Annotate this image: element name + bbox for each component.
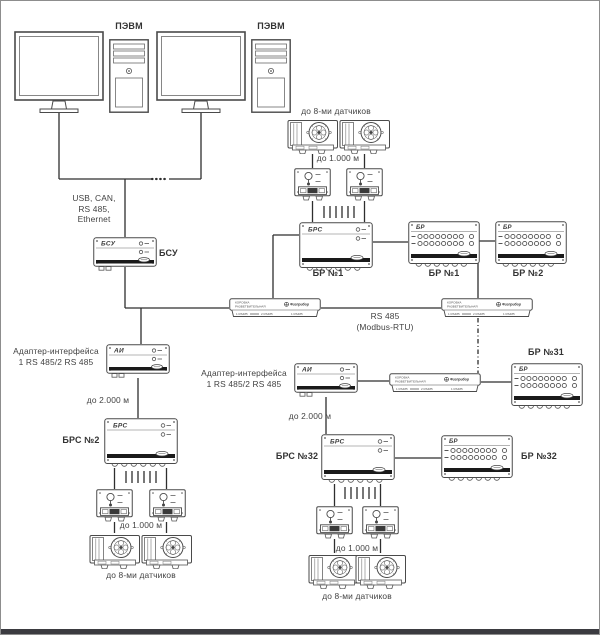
jbox2-brand: Физприбор [502, 302, 521, 307]
actuator-top-1 [287, 118, 339, 154]
monitor-2 [156, 31, 246, 113]
label-adapter1-line2: 1 RS 485/2 RS 485 [18, 356, 94, 367]
junction-box-1 [229, 298, 321, 318]
cable-bundle-top [324, 206, 354, 218]
jbox1-name-line2: РАЗВЕТВИТЕЛЬНАЯ [235, 304, 266, 309]
label-sensors8-mid: до 8-ми датчиков [322, 591, 392, 601]
jbox1-port-left: 1 RS485 [236, 311, 248, 316]
label-adapter-1 [5, 346, 107, 367]
label-1000m-mid: до 1.000 м [335, 543, 379, 553]
sensor-box-top-2 [346, 168, 383, 201]
bottom-edge-bar [1, 629, 599, 634]
jbox1-port-right: 1 RS485 [291, 311, 303, 316]
label-pevm-1: ПЭВМ [115, 21, 143, 31]
actuator-mid-1 [308, 553, 360, 589]
sensor-box-mid-2 [362, 506, 399, 539]
label-sensors8-left: до 8-ми датчиков [106, 570, 176, 580]
brs2-faceplate-text: БРС [113, 422, 128, 430]
jbox3-port-right: 1 RS485 [451, 386, 463, 391]
jbox2-port-right: 1 RS485 [503, 311, 515, 316]
wire-brs1-left [273, 235, 299, 298]
actuator-left-1 [89, 533, 141, 569]
device-br-1 [408, 221, 480, 269]
br2-faceplate-text: БР [503, 225, 512, 231]
actuator-top-2 [339, 118, 391, 154]
jbox3-brand: Физприбор [450, 377, 469, 382]
brs1-faceplate-text: БРС [308, 226, 323, 234]
jbox3-port-mid: 2 RS485 [421, 386, 433, 391]
device-ai-1 [106, 344, 170, 378]
brs32-faceplate-text: БРС [330, 438, 345, 446]
ai2-faceplate-text: АИ [302, 366, 312, 374]
label-adapter2-line1: Адаптер-интерфейса [201, 368, 287, 378]
device-br-2 [495, 221, 567, 269]
label-rs485-line1: RS 485 [370, 311, 400, 321]
sensor-box-mid-1 [316, 506, 353, 539]
wire-bsu-bus [125, 267, 229, 344]
ai1-faceplate-text: АИ [114, 347, 124, 355]
jbox1-name-line1: КОРОБКА [235, 300, 250, 305]
device-bsu [93, 237, 157, 271]
actuator-mid-2 [355, 553, 407, 589]
label-usb-line3: Ethernet [77, 214, 111, 224]
jbox2-name-line2: РАЗВЕТВИТЕЛЬНАЯ [447, 304, 478, 309]
pc-tower-2 [251, 39, 291, 113]
sensor-box-left-2 [149, 489, 186, 522]
bsu-faceplate-text: БСУ [101, 240, 116, 248]
junction-box-2 [441, 298, 533, 318]
label-adapter-2 [193, 368, 295, 389]
jbox3-name-line2: РАЗВЕТВИТЕЛЬНАЯ [395, 379, 426, 384]
br1-faceplate-text: БР [416, 225, 425, 231]
label-usb-line2: RS 485, [78, 203, 110, 214]
label-rs485-bus [339, 311, 431, 332]
label-1000m-left: до 1.000 м [119, 520, 163, 530]
junction-box-3 [389, 373, 481, 393]
br31-faceplate-text: БР [519, 367, 528, 373]
br32-faceplate-text: БР [449, 439, 458, 445]
device-brs-1 [299, 222, 373, 272]
label-pevm-2: ПЭВМ [257, 21, 285, 31]
pc-tower-1 [109, 39, 149, 113]
jbox1-port-mid: 2 RS485 [261, 311, 273, 316]
label-br1: БР №1 [428, 268, 460, 278]
label-sensors8-top: до 8-ми датчиков [301, 106, 371, 116]
device-ai-2 [294, 363, 358, 397]
label-br32: БР №32 [521, 451, 557, 461]
label-usb-line1: USB, CAN, [72, 193, 116, 203]
label-br31: БР №31 [528, 347, 564, 357]
label-rs485-line2: (Modbus-RTU) [356, 321, 414, 332]
jbox3-port-left: 1 RS485 [396, 386, 408, 391]
sensor-box-top-1 [294, 168, 331, 201]
label-1000m-top: до 1.000 м [316, 153, 360, 163]
cable-bundle-mid [345, 487, 375, 499]
device-br-31 [511, 363, 583, 411]
jbox2-name-line1: КОРОБКА [447, 300, 462, 305]
jbox1-brand: Физприбор [290, 302, 309, 307]
jbox2-port-mid: 2 RS485 [473, 311, 485, 316]
label-bsu: БСУ [159, 248, 178, 258]
jbox3-name-line1: КОРОБКА [395, 375, 410, 380]
label-adapter1-line1: Адаптер-интерфейса [13, 346, 99, 356]
jbox2-port-left: 1 RS485 [448, 311, 460, 316]
label-brs1: БР №1 [312, 268, 344, 278]
label-br2: БР №2 [512, 268, 544, 278]
label-brs2: БРС №2 [62, 435, 100, 445]
label-2000m-mid: до 2.000 м [288, 411, 332, 421]
actuator-left-2 [141, 533, 193, 569]
cable-bundle-left [126, 471, 156, 483]
label-2000m-left: до 2.000 м [86, 395, 130, 405]
sensor-box-left-1 [96, 489, 133, 522]
label-brs32: БРС №32 [275, 451, 319, 461]
label-adapter2-line2: 1 RS 485/2 RS 485 [206, 378, 282, 389]
monitor-1 [14, 31, 104, 113]
label-usb-bus [63, 193, 125, 225]
